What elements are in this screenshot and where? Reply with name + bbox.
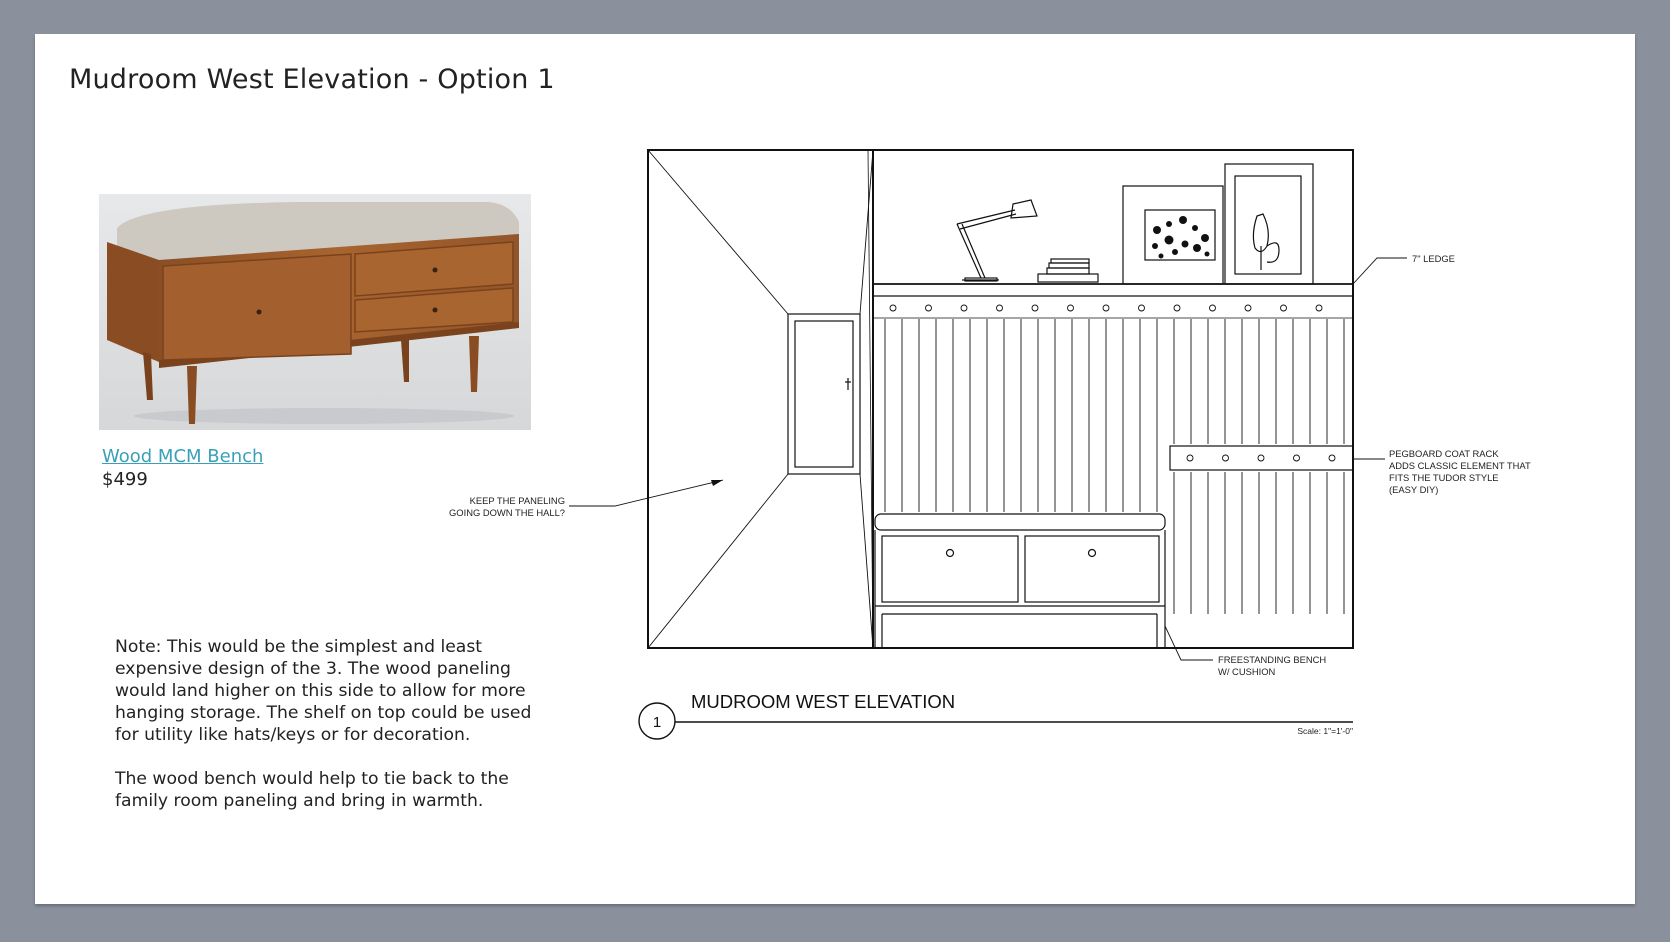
wood-paneling	[885, 319, 1344, 614]
elevation-frame	[648, 150, 1353, 648]
svg-text:FITS THE TUDOR STYLE: FITS THE TUDOR STYLE	[1389, 472, 1499, 483]
desk-lamp	[957, 200, 1037, 281]
callout-bench	[1218, 654, 1326, 677]
book-stack	[1038, 259, 1098, 282]
scale-label: Scale: 1"=1'-0"	[1297, 726, 1353, 736]
elevation-title: MUDROOM WEST ELEVATION	[691, 691, 956, 712]
svg-text:PEGBOARD COAT RACK: PEGBOARD COAT RACK	[1389, 448, 1499, 459]
product-link[interactable]: Wood MCM Bench	[102, 446, 264, 467]
callout-arrow	[711, 480, 723, 486]
coat-rack-pegs	[1187, 455, 1335, 461]
svg-text:KEEP THE PANELING: KEEP THE PANELING	[469, 495, 565, 506]
slide	[35, 34, 1635, 904]
design-note: Note: This would be the simplest and least expensive design of the 3. The wood paneling would land higher on this side to allow for more hanging storage. The shelf on top could be used for utility like hats/keys or for decoration. The wood bench would help to tie back to the family room paneling and bring in warmth.	[115, 637, 532, 811]
framed-art-abstract	[1123, 186, 1223, 284]
freestanding-bench	[875, 514, 1165, 648]
framed-art-tree	[1225, 164, 1313, 284]
callout-pegboard	[1389, 448, 1531, 495]
peg-rail	[890, 305, 1322, 311]
svg-text:(EASY DIY): (EASY DIY)	[1389, 484, 1439, 495]
product-price: $499	[102, 469, 148, 490]
svg-text:W/ CUSHION: W/ CUSHION	[1218, 666, 1276, 677]
svg-text:FREESTANDING BENCH: FREESTANDING BENCH	[1218, 654, 1327, 665]
page-title: Mudroom West Elevation - Option 1	[69, 64, 555, 95]
hall-door	[788, 314, 860, 474]
svg-text:GOING DOWN THE HALL?: GOING DOWN THE HALL?	[449, 507, 565, 518]
callout-paneling	[449, 495, 565, 518]
elevation-drawing	[35, 34, 1635, 904]
art-dots	[1152, 216, 1210, 259]
elevation-number: 1	[652, 714, 662, 731]
svg-text:ADDS CLASSIC ELEMENT THAT: ADDS CLASSIC ELEMENT THAT	[1389, 460, 1531, 471]
callout-ledge: 7" LEDGE	[1412, 253, 1455, 264]
